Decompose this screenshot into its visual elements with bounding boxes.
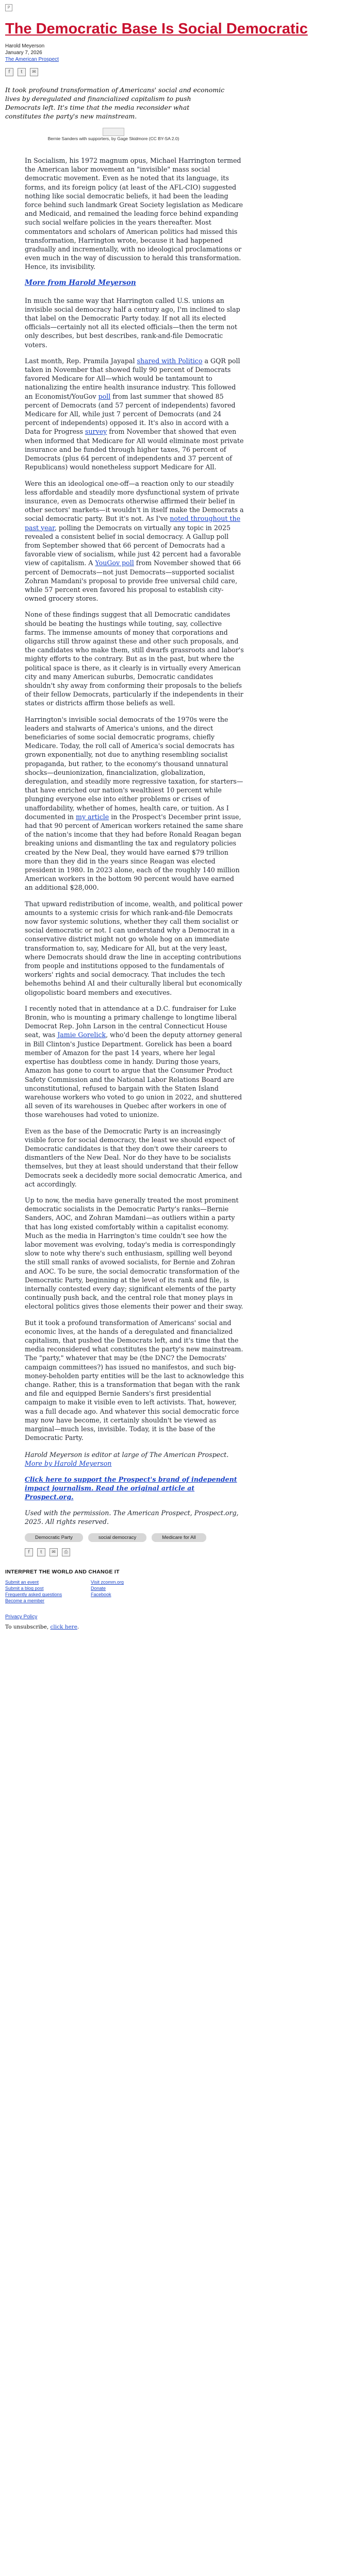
tag-list (25, 1533, 244, 1542)
paragraph: That upward redistribution of income, wealth, and political power amounts to a systemic crisis for which rank-and-file Democrats now favor systemic solutions, whether they call them socialist or social democratic or not. I can understand why a Democrat in a conservative district might not go whole hog on an immediate transformation to, say, Medicare for All, but at the very least, where Democrats should draw the line in accepting contributions from people and institutions opposed to the fundamentals of workers' rights and social democracy. That includes the tech behemoths behind AI and their culturally liberal but economically oligopolistic board members and executives. (25, 900, 243, 996)
paragraph: Even as the base of the Democratic Party is an increasingly visible force for social democracy, the least we should expect of Democratic candidates is that they don't owe their careers to dismantlers of the New Deal. Nor do they have to be socialists themselves, but they at least should understand that their fellow Democrats seek a decidedly more social democratic America, and act accordingly. (25, 1127, 242, 1188)
footer-columns (5, 1579, 356, 1604)
footer-col-1 (5, 1579, 83, 1604)
email-icon[interactable]: ✉ (30, 68, 38, 76)
support-link[interactable]: Click here to support the Prospect's brand of independent impact journalism. Read the original article at Prospect.org. (25, 1476, 237, 1501)
footer-col-2 (91, 1579, 168, 1604)
article-title[interactable]: The Democratic Base Is Social Democratic (5, 21, 308, 37)
tag-chip[interactable]: Democratic Party (25, 1533, 83, 1542)
submit-blog-link[interactable]: Submit a blog post (5, 1586, 44, 1591)
hero-photo-placeholder (103, 128, 124, 136)
yougov-link[interactable]: YouGov poll (95, 559, 134, 567)
tag-chip[interactable]: Medicare for All (152, 1533, 206, 1542)
article-page (0, 4, 361, 1630)
more-from-author-link[interactable]: More from Harold Meyerson (25, 278, 136, 287)
paragraph (25, 479, 244, 603)
prospect-logo-icon[interactable]: P (5, 4, 12, 11)
faq-link[interactable]: Frequently asked questions (5, 1592, 62, 1598)
become-member-link[interactable]: Become a member (5, 1598, 45, 1604)
paragraph: But it took a profound transformation of Americans' social and economic lives, at the hands of a deregulated and financialized capitalism, that pushed the Democrats left, and it's time that the media reconsidered what constitutes the party's new mainstream. The "party," whatever that may be (the DNC? the Democrats' campaign committees?) has issued no manifestos, and such big-money-beholden party entities will be the last to acknowledge this change. Rather, this is a transformation that began with the rank and file and equipped Bernie Sanders's first presidential campaign to make it visible even to left activists. That, however, was a full decade ago. And whatever this social democratic force may now have become, it certainly shouldn't be viewed as marginal—much less, invisible. Today, it is the base of the Democratic Party. (25, 1318, 244, 1442)
paragraph (25, 357, 244, 472)
text: from November showed that 66 percent of Democrats—not just Democrats—supported socialist Zohran Mamdani's proposal to provide free universal child care, while 57 percent even favored his proposal to establish city-owned grocery stores. (25, 559, 241, 603)
twitter-icon[interactable]: t (37, 1548, 45, 1556)
text: I recently noted that in attendance at a D.C. fundraiser for Luke Bronin, who is mounting a primary challenge to longtime liberal Democrat Rep. John Larson in the central Connecticut House seat, was (25, 1004, 237, 1039)
paragraph: In much the same way that Harrington called U.S. unions an invisible social democracy half a century ago, I'm inclined to slap that label on the Democratic Party today. If not all its elected officials—certainly not all its elected officials—then the term not only describes, but best describes, rank-and-file Democratic voters. (25, 296, 240, 349)
paragraph: None of these findings suggest that all Democratic candidates should be beating the hustings while touting, say, collective farms. The immense amounts of money that corporations and oligarchs still throw against these and other such proposals, and the candidates who make them, still dwarfs grassroots and labor's mighty efforts to the contrary. But as in the past, but where the political space is there, as it clearly is in virtually every American city and many American suburbs, Democratic candidates shouldn't shy away from conforming their proposals to the beliefs of their fellow Democrats, particularly if the independents in their states or districts affirm those beliefs as well. (25, 611, 244, 707)
footer (0, 1569, 361, 1604)
text: in the Prospect's December print issue, had that 90 percent of American workers retained the same share of the nation's income that they had before Ronald Reagan began breaking unions and dismantling the tax and regulatory policies created by the New Deal, they would have earned $79 trillion more than they did in the years since Reagan was elected president in 1980. In 2023 alone, each of the roughly 140 million American workers in the bottom 90 percent would have earned an additional $28,000. (25, 812, 243, 892)
paragraph: Up to now, the media have generally treated the most prominent democratic socialists in the Democratic Party's ranks—Bernie Sanders, AOC, and Zohran Mamdani—as outliers within a party that has long existed comfortably within a capitalist economy. Much as the media in Harrington's time couldn't see how the labor movement was evolving, today's media is correspondingly slow to note why there's such enthusiasm, spilling well beyond the still small ranks of avowed socialists, for Bernie and Zohran and AOC. To be sure, the social democratic transformation of the Democratic Party, beginning at the level of its rank and file, is internally contested every day; significant elements of the party continually push back, and the central role that money plays in electoral politics gives those elements their power and their sway. (25, 1196, 243, 1311)
text: a GQR poll taken in November that showed fully 90 percent of Democrats favored Medicare for All—which would be tantamount to nationalizing the entire health insurance industry. This followed an Economist/YouGov (25, 357, 240, 400)
text: from November that showed that even when informed that Medicare for All would eliminate most private insurance and be funded through higher taxes, 76 percent of Democrats (plus 64 percent of independents and 37 percent of Republicans) would nonetheless support Medicare for All. (25, 428, 244, 471)
facebook-icon[interactable]: f (25, 1548, 33, 1556)
text: To unsubscribe, (5, 1624, 51, 1631)
publish-date: January 7, 2026 (5, 50, 42, 56)
text: Harrington's invisible social democrats of the 1970s were the leaders and stalwarts of America's unions, and the direct beneficiaries of some social democratic programs, chiefly Medicare. Today, the roll call of America's social democrats has grown exponentially, not due to anything resembling socialist propaganda, but rather, to the economy's thousand unnatural shocks—deunionization, financialization, globalization, deregulation, and steadily more regressive taxation, for starters—that have enriched our nation's wealthiest 10 percent while plunging everyone else into either problems or crises of unaffordability, whether of homes, health care, or tuition. As I documented in (25, 715, 243, 821)
article-lede: It took profound transformation of Americans' social and economic lives by deregulated and financialized capitalism to push Democrats left. It's time that the media reconsider what constitutes the party's new mainstream. (5, 86, 225, 120)
my-article-link[interactable]: my article (76, 812, 109, 821)
more-by-author-link[interactable]: More by Harold Meyerson (25, 1460, 112, 1468)
submit-event-link[interactable]: Submit an event (5, 1580, 39, 1585)
paragraph (25, 1004, 244, 1120)
byline (5, 43, 356, 63)
text: , polling the Democrats on virtually any topic in 2025 revealed a consistent belief in social democracy. A Gallup poll from September showed that 66 percent of Democrats had a favorable view of socialism, while just 42 percent had a favorable view of capitalism. A (25, 523, 241, 567)
top-bar (0, 4, 361, 13)
donate-link[interactable]: Donate (91, 1586, 106, 1591)
facebook-link[interactable]: Facebook (91, 1592, 111, 1598)
permission-note: Used with the permission. The American Prospect, Prospect.org, 2025. All rights reserved. (25, 1509, 239, 1526)
paragraph (25, 715, 244, 892)
gorelick-link[interactable]: Jamie Gorelick (57, 1031, 106, 1039)
yougov-poll-link[interactable]: poll (98, 392, 111, 400)
visit-zcomm-link[interactable]: Visit zcomm.org (91, 1580, 124, 1585)
text: from last summer that showed 85 percent of Democrats (and 57 percent of independents) favored Medicare for All, while just 7 percent of Democrats (and 24 percent of independents) opposed it. It's also in accord with a Data for Progress (25, 392, 236, 436)
print-icon[interactable]: ⎙ (62, 1548, 70, 1556)
unsubscribe-line (5, 1624, 356, 1630)
text: . (77, 1624, 79, 1631)
hero-caption: Bernie Sanders with supporters, by Gage Skidmore (CC BY-SA 2.0) (47, 136, 179, 141)
source-link[interactable]: The American Prospect (5, 57, 59, 62)
paragraph: In Socialism, his 1972 magnum opus, Michael Harrington termed the American labor movement an "invisible" mass social democratic movement. Even as he noted that its language, its forms, and its foreign policy (at least of the AFL-CIO) suggested nothing like social democratic beliefs, it had been the leading force behind such landmark Great Society legislation as Medicare and Medicaid, and remained the leading force behind expanding such social welfare policies in the years thereafter. Most commentators and scholars of American politics had missed this transformation, Harrington wrote, because it had happened gradually and incrementally, with no ideological proclamations or even much in the way of discussion to herald this transformation. Hence, its invisibility. (25, 157, 243, 271)
author-name: Harold Meyerson (5, 43, 45, 49)
survey-link[interactable]: survey (85, 428, 107, 436)
privacy-policy-link[interactable]: Privacy Policy (5, 1614, 38, 1620)
noted-link[interactable]: noted throughout the past year (25, 515, 241, 532)
text: Harold Meyerson is editor at large of The American Prospect. (25, 1451, 229, 1459)
unsubscribe-link[interactable]: click here (50, 1624, 77, 1631)
text: Last month, Rep. Pramila Jayapal (25, 357, 137, 365)
share-bar-top (5, 68, 356, 76)
tag-chip[interactable]: social democracy (88, 1533, 146, 1542)
hero-image (5, 128, 222, 142)
text: , who'd been the deputy attorney general in Bill Clinton's Justice Department. Gorelick has been a board member of Amazon for the past 14 years, where her legal expertise has doubtless come in handy. During those years, Amazon has gone to court to argue that the Consumer Product Safety Commission and the National Labor Relations Board are unconstitutional, refused to bargain with the Staten Island warehouse workers who voted to go union in 2022, and shuttered all seven of its warehouses in Quebec after workers in one of those warehouses had voted to unionize. (25, 1031, 242, 1119)
email-icon[interactable]: ✉ (50, 1548, 58, 1556)
twitter-icon[interactable]: t (18, 68, 26, 76)
text: Were this an ideological one-off—a reaction only to our steadily less affordable and steadily more dysfunctional system of private insurance, even as Democrats otherwise affirmed their belief in other sectors' markets—it wouldn't in itself make the Democrats a social democratic party. But it's not. As I've (25, 479, 244, 523)
footer-heading: INTERPRET THE WORLD AND CHANGE IT (5, 1569, 120, 1575)
author-bio (25, 1450, 244, 1468)
politico-link[interactable]: shared with Politico (137, 357, 203, 365)
share-bar-bottom (25, 1548, 244, 1556)
article-body (25, 156, 244, 1556)
facebook-icon[interactable]: f (5, 68, 13, 76)
